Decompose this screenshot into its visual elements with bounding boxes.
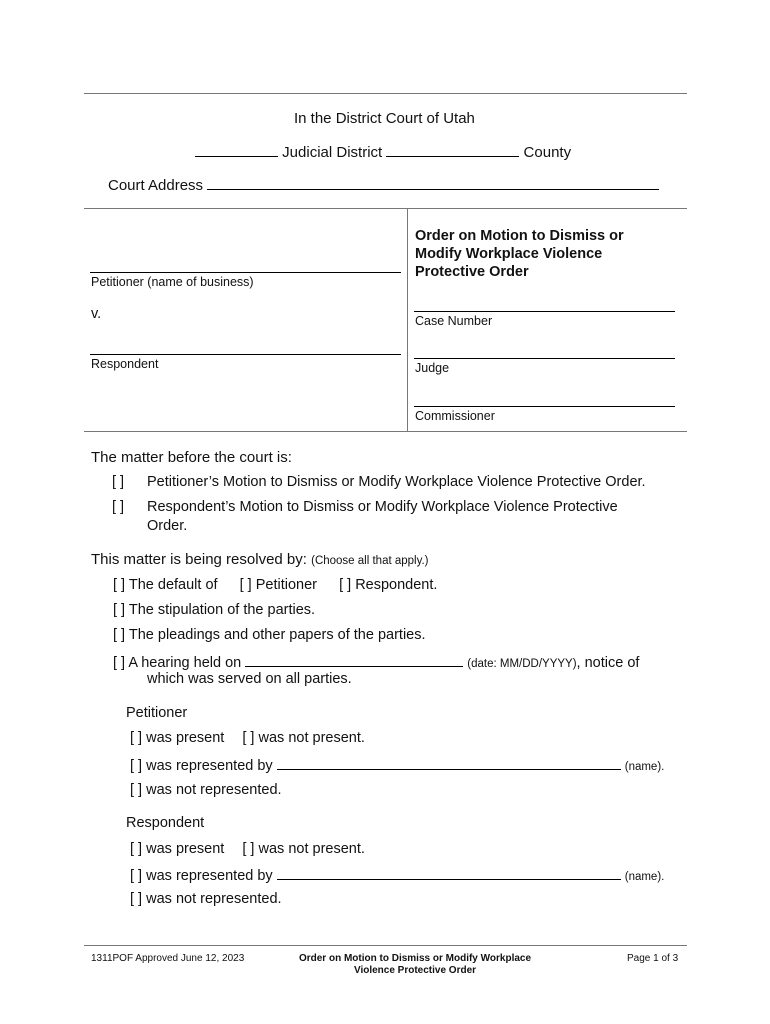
- petitioner-presence-line: [130, 730, 365, 746]
- stipulation-checkbox[interactable]: [ ]: [113, 602, 126, 618]
- matter-intro: The matter before the court is:: [91, 449, 292, 466]
- footer-rule: [84, 945, 687, 946]
- respondent-represented-checkbox[interactable]: [ ]: [130, 868, 143, 884]
- top-rule: [84, 93, 687, 94]
- county-name-field[interactable]: [386, 143, 519, 157]
- respondent-representative-field[interactable]: [277, 866, 621, 880]
- document-title-line1: Order on Motion to Dismiss or: [415, 228, 624, 244]
- matter-option-respondent-line2: Order.: [147, 518, 188, 534]
- judge-field[interactable]: [414, 358, 675, 359]
- district-number-field[interactable]: [195, 143, 278, 157]
- footer-title: [290, 953, 540, 977]
- stipulation-line: [113, 602, 315, 618]
- default-checkbox[interactable]: [ ]: [113, 577, 126, 593]
- respondent-not-represented-label: was not represented.: [146, 891, 282, 907]
- petitioner-present-label: was present: [146, 730, 225, 746]
- caption-bottom-rule: [84, 431, 687, 432]
- matter-checkbox-1[interactable]: [ ]: [112, 474, 125, 490]
- petitioner-name-field[interactable]: [90, 272, 401, 273]
- respondent-represented-label: was represented by: [146, 868, 273, 884]
- district-county-line: [195, 143, 571, 161]
- commissioner-label: Commissioner: [415, 409, 495, 423]
- respondent-represented-line: [130, 866, 664, 884]
- pleadings-line: [113, 627, 426, 643]
- pleadings-checkbox[interactable]: [ ]: [113, 627, 126, 643]
- resolved-intro-note: (Choose all that apply.): [311, 555, 429, 567]
- resolved-intro-line: [91, 551, 429, 568]
- petitioner-label: Petitioner (name of business): [91, 275, 254, 289]
- judge-label: Judge: [415, 361, 450, 375]
- footer-form-id: 1311POF Approved June 12, 2023: [91, 953, 245, 964]
- district-label: Judicial District: [282, 144, 383, 161]
- document-title-line3: Protective Order: [415, 264, 529, 280]
- court-address-field[interactable]: [207, 176, 659, 190]
- hearing-line: [113, 653, 639, 671]
- default-label: The default of: [128, 577, 218, 593]
- petitioner-present-checkbox[interactable]: [ ]: [130, 730, 143, 746]
- stipulation-label: The stipulation of the parties.: [128, 602, 316, 618]
- respondent-not-present-checkbox[interactable]: [ ]: [242, 841, 255, 857]
- petitioner-not-present-label: was not present.: [258, 730, 365, 746]
- hearing-date-field[interactable]: [245, 653, 463, 667]
- petitioner-represented-label: was represented by: [146, 758, 273, 774]
- resolved-intro: This matter is being resolved by:: [91, 551, 307, 568]
- pleadings-label: The pleadings and other papers of the parties.: [128, 627, 426, 643]
- caption-top-rule: [84, 208, 687, 209]
- hearing-served-text: which was served on all parties.: [147, 671, 352, 687]
- hearing-notice-text: , notice of: [576, 655, 640, 671]
- default-respondent-checkbox[interactable]: [ ]: [339, 577, 352, 593]
- respondent-name-note: (name).: [624, 871, 665, 883]
- hearing-label: A hearing held on: [128, 655, 242, 671]
- respondent-present-label: was present: [146, 841, 225, 857]
- hearing-checkbox[interactable]: [ ]: [113, 655, 126, 671]
- default-respondent-label: Respondent.: [355, 577, 438, 593]
- document-title-line2: Modify Workplace Violence: [415, 246, 603, 262]
- matter-option-petitioner: Petitioner’s Motion to Dismiss or Modify Workplace Violence Protective Order.: [147, 474, 646, 490]
- petitioner-representative-field[interactable]: [277, 756, 621, 770]
- county-label: County: [523, 144, 572, 161]
- respondent-not-present-label: was not present.: [258, 841, 365, 857]
- default-line: [113, 577, 437, 593]
- petitioner-not-represented-checkbox[interactable]: [ ]: [130, 782, 143, 798]
- default-petitioner-checkbox[interactable]: [ ]: [239, 577, 252, 593]
- footer-page-number: Page 1 of 3: [627, 953, 679, 964]
- commissioner-field[interactable]: [414, 406, 675, 407]
- petitioner-represented-checkbox[interactable]: [ ]: [130, 758, 143, 774]
- court-address-line: [108, 176, 659, 194]
- court-heading: In the District Court of Utah: [294, 110, 475, 127]
- caption-divider: [407, 209, 408, 432]
- case-number-label: Case Number: [415, 314, 493, 328]
- footer-title-line2: Violence Protective Order: [353, 965, 477, 976]
- respondent-heading: Respondent: [126, 815, 205, 831]
- hearing-date-note: (date: MM/DD/YYYY): [467, 658, 577, 670]
- court-address-label: Court Address: [108, 177, 204, 194]
- respondent-not-represented-line: [130, 891, 282, 907]
- petitioner-not-represented-line: [130, 782, 282, 798]
- respondent-name-field[interactable]: [90, 354, 401, 355]
- versus-text: v.: [91, 306, 102, 322]
- document-title: [415, 227, 624, 281]
- default-petitioner-label: Petitioner: [255, 577, 317, 593]
- petitioner-not-present-checkbox[interactable]: [ ]: [242, 730, 255, 746]
- case-number-field[interactable]: [414, 311, 675, 312]
- respondent-not-represented-checkbox[interactable]: [ ]: [130, 891, 143, 907]
- petitioner-name-note: (name).: [624, 761, 665, 773]
- respondent-label: Respondent: [91, 357, 159, 371]
- respondent-present-checkbox[interactable]: [ ]: [130, 841, 143, 857]
- footer-title-line1: Order on Motion to Dismiss or Modify Workplace: [298, 953, 532, 964]
- respondent-presence-line: [130, 841, 365, 857]
- matter-option-respondent-line1: Respondent’s Motion to Dismiss or Modify Workplace Violence Protective: [147, 499, 618, 515]
- petitioner-represented-line: [130, 756, 664, 774]
- petitioner-heading: Petitioner: [126, 705, 188, 721]
- matter-checkbox-2[interactable]: [ ]: [112, 499, 125, 515]
- petitioner-not-represented-label: was not represented.: [146, 782, 282, 798]
